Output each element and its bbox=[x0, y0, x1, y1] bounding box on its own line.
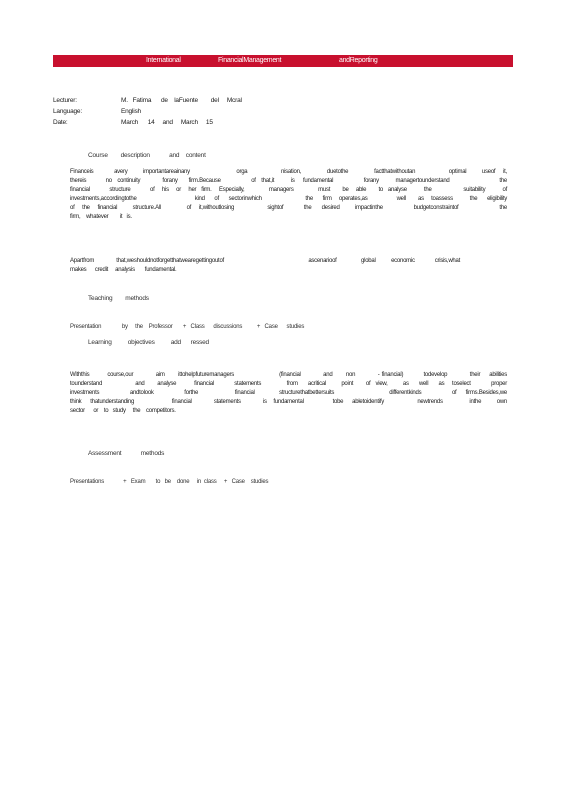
learning-objectives-paragraph bbox=[70, 371, 507, 416]
course-description-paragraph-2 bbox=[70, 257, 460, 275]
paragraph-line: Apartfrom that,weshouldnotforgetthatwearegettingoutof ascenarioof global economic crisis,what bbox=[70, 258, 460, 264]
date-value: March 14 and March 15 bbox=[121, 119, 213, 126]
assessment-methods-text: Presentations + Exam to be done in class + Case studies bbox=[70, 479, 269, 485]
paragraph-line: Withthis course,our aim ittohelpfuturemanagers (financial and non - financial) todevelop their abilities bbox=[70, 372, 507, 378]
teaching-methods-text: Presentation by the Professor + Class discussions + Case studies bbox=[70, 324, 305, 330]
course-description-heading: Course description and content bbox=[88, 152, 206, 159]
banner-title-part-2: FinancialManagement bbox=[218, 57, 282, 64]
paragraph-line: of the financial structure.All of it,withoutlosing sightof the desired impactinthe budgetconstraintof the bbox=[70, 205, 507, 211]
paragraph-line: Financeis avery importantareainany orga nisation, duetothe factthatwithoutan optimal useof it, bbox=[70, 169, 507, 175]
date-label: Date: bbox=[53, 119, 68, 126]
paragraph-line: financial structure of his or her firm. Especially, managers must be able to analyse the suitability of bbox=[70, 187, 507, 193]
paragraph-line: firm, whatever it is. bbox=[70, 214, 132, 220]
banner-title-part-3: andReporting bbox=[339, 57, 378, 64]
paragraph-line: sector or to study the competitors. bbox=[70, 408, 176, 414]
teaching-methods-heading: Teaching methods bbox=[88, 295, 149, 302]
paragraph-line: investments andtolook forthe financial structurethatbettersuits differentkinds of firms.Besides,we bbox=[70, 390, 507, 396]
paragraph-line: makes credit analysis fundamental. bbox=[70, 267, 177, 273]
course-description-paragraph-1 bbox=[70, 168, 507, 222]
assessment-methods-heading: Assessment methods bbox=[88, 450, 165, 457]
banner-title-part-1: International bbox=[146, 57, 181, 64]
paragraph-line: tounderstand and analyse financial statements from acritical point of view, as well as toselect proper bbox=[70, 381, 507, 387]
language-value: English bbox=[121, 108, 141, 115]
learning-objectives-heading: Learning objectives add ressed bbox=[88, 339, 209, 346]
lecturer-label: Lecturer: bbox=[53, 97, 77, 104]
course-title-banner bbox=[53, 55, 513, 67]
paragraph-line: thereis no continuity forany firm.Because of that,it is fundamental forany managertounderstand the bbox=[70, 178, 507, 184]
paragraph-line: think thatunderstanding financial statements is fundamental tobe abletoidentify newtrends inthe own bbox=[70, 399, 507, 405]
lecturer-value: M. Fatima de laFuente del Mcral bbox=[121, 97, 242, 104]
paragraph-line: investments,accordingtothe kind of sectorinwhich the firm operates,as well as toassess the eligibility bbox=[70, 196, 507, 202]
language-label: Language: bbox=[53, 108, 82, 115]
